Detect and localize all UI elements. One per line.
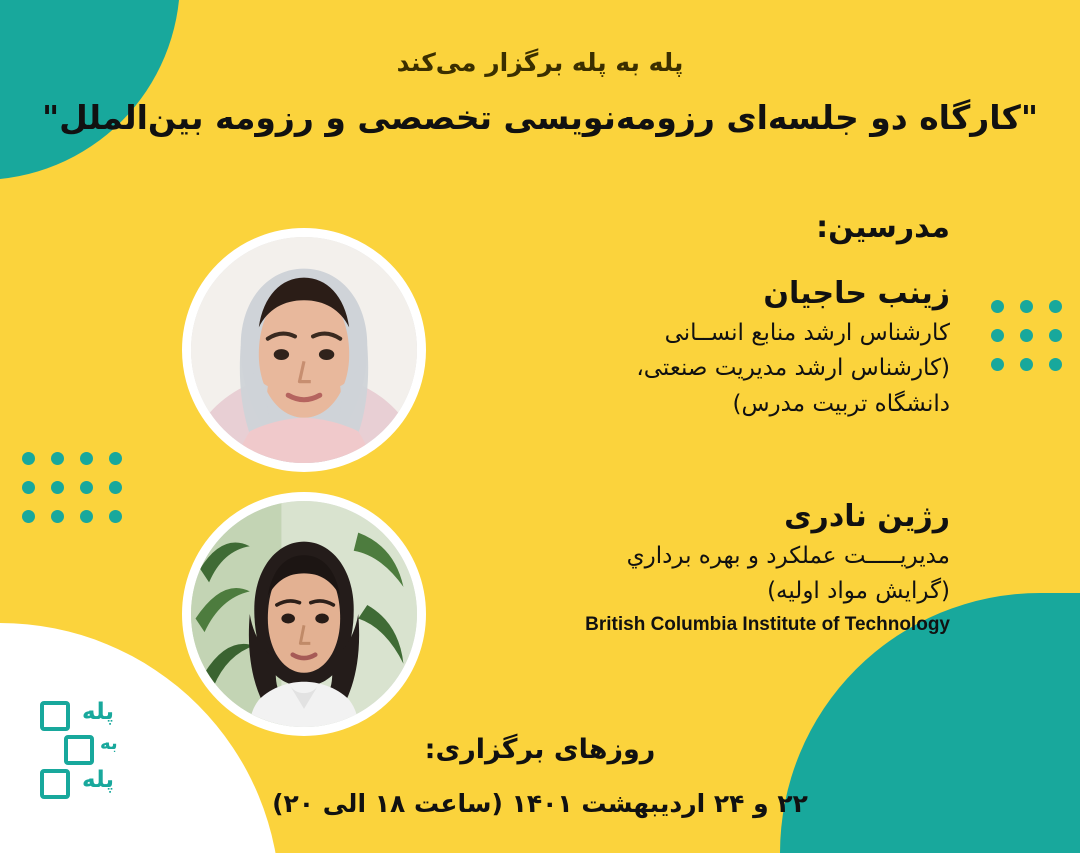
days-label: روزهای برگزاری: — [424, 734, 656, 765]
dot-grid-left — [22, 452, 122, 523]
logo-word-top: پله — [82, 699, 114, 725]
instructors-label: مدرسین: — [816, 210, 950, 245]
instructor-desc-1-line-2: (کارشناس ارشد مدیریت صنعتی، — [636, 355, 950, 382]
brand-logo — [34, 695, 154, 815]
instructor-desc-1-line-3: دانشگاه تربیت مدرس) — [732, 390, 950, 417]
instructor-desc-2-line-2: (گرایش مواد اولیه) — [767, 578, 950, 605]
instructor-block-1 — [530, 272, 950, 422]
instructor-name-2: رژین نادری — [784, 499, 950, 534]
teal-corner-shape-top-left — [0, 0, 180, 180]
instructor-name-1: زینب حاجیان — [763, 276, 950, 311]
days-value: ۲۲ و ۲۴ اردیبهشت ۱۴۰۱ (ساعت ۱۸ الی ۲۰) — [272, 789, 808, 818]
poster-title: "کارگاه دو جلسه‌ای رزومه‌نویسی تخصصی و رزومه بین‌الملل" — [41, 98, 1039, 137]
dot-grid-right — [991, 300, 1062, 371]
instructor-photo-1 — [182, 228, 426, 472]
logo-word-bottom: پله — [82, 767, 114, 793]
instructor-desc-1-line-1: کارشناس ارشد منابع انســانی — [664, 319, 950, 346]
instructor-block-2 — [530, 495, 950, 639]
intro-line: پله به پله برگزار می‌کند — [396, 48, 684, 77]
logo-word-middle: به — [100, 733, 118, 754]
instructor-desc-2-latin: British Columbia Institute of Technology — [585, 613, 950, 635]
instructor-desc-2-line-1: مدیریـــــت عملکرد و بهره برداري — [626, 542, 950, 569]
logo-square-icon-1 — [40, 701, 70, 731]
logo-square-icon-3 — [40, 769, 70, 799]
logo-square-icon-2 — [64, 735, 94, 765]
instructor-photo-2 — [182, 492, 426, 736]
